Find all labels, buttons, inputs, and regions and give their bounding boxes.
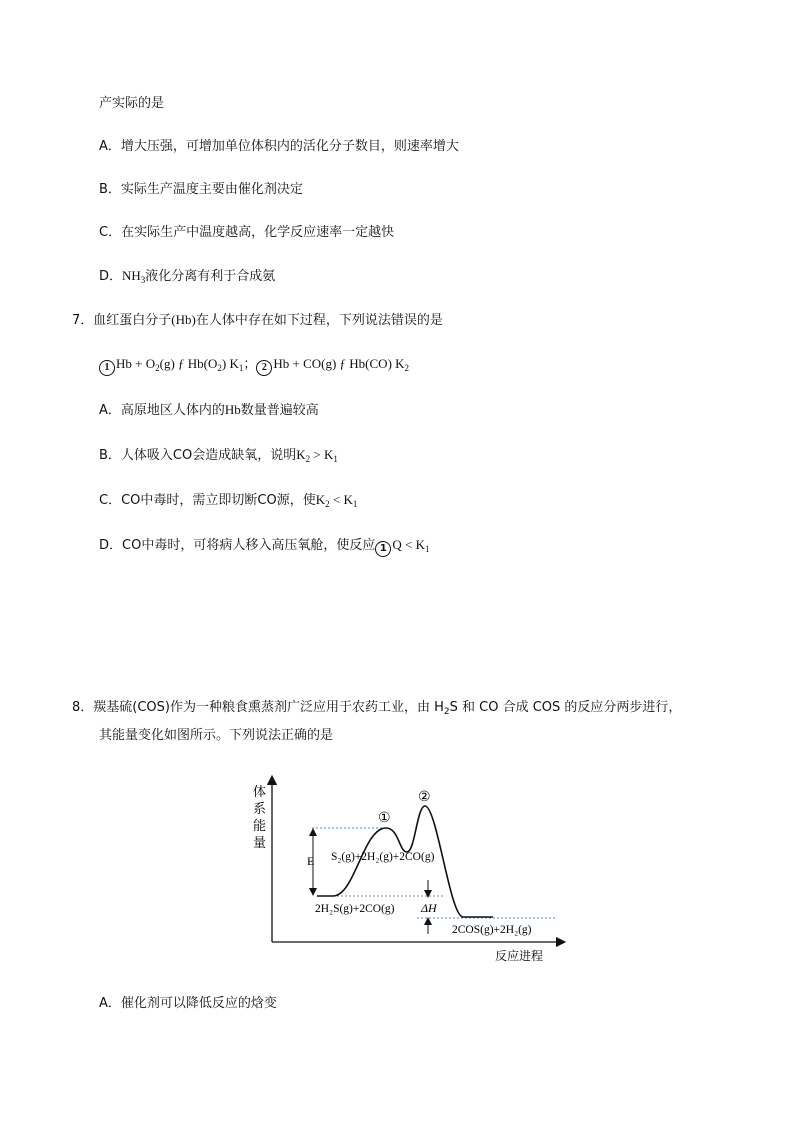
reactants-label: 2H₂S(g)+2CO(g)	[315, 903, 395, 915]
q6-option-a[interactable]: A．增大压强，可增加单位体积内的活化分子数目，则速率增大	[99, 139, 459, 154]
y-axis-label-4: 量	[253, 835, 267, 850]
q7-stem: 7．血红蛋白分子(Hb)在人体中存在如下过程，下列说法错误的是	[72, 312, 443, 328]
x-axis-label: 反应进程	[495, 949, 544, 963]
q6-option-b[interactable]: B．实际生产温度主要由催化剂决定	[99, 182, 303, 197]
circle-one-icon: 1	[99, 360, 115, 376]
q7-option-a[interactable]: A．高原地区人体内的Hb数量普遍较高	[99, 402, 319, 418]
intermediate-label: S₂(g)+2H₂(g)+2CO(g)	[331, 851, 435, 863]
q7-option-b[interactable]: B．人体吸入CO会造成缺氧，说明$K_2 > K_1$	[99, 447, 338, 464]
q8-stem-line2: 其能量变化如图所示。下列说法正确的是	[99, 728, 334, 743]
e-label: E	[307, 854, 315, 868]
q6-stem-tail: 产实际的是	[99, 96, 165, 111]
q8-stem-line1: 8．羰基硫(COS)作为一种粮食熏蒸剂广泛应用于农药工业，由 $H_2S$ 和 CO 合成 COS 的反应分两步进行，	[72, 700, 682, 717]
circle-two-icon: 2	[256, 360, 272, 376]
q6-option-d-prefix: D．	[99, 269, 123, 284]
q7-reactions: 1 $Hb + O_2(g)$ ƒ $Hb(O_2)$ $K_1$； 2 Hb + CO(g) ƒ Hb(CO) $K_2$	[99, 355, 409, 377]
energy-diagram	[245, 770, 575, 970]
y-axis-label-1: 体	[253, 784, 267, 799]
q6-option-c[interactable]: C．在实际生产中温度越高，化学反应速率一定越快	[99, 225, 395, 240]
peak-1-label: ①	[378, 811, 391, 826]
q6-option-d-text: 液化分离有利于合成氨	[145, 269, 276, 284]
dh-label: ΔH	[421, 901, 437, 915]
circle-one-icon: 1	[375, 541, 391, 557]
y-axis-label-3: 能	[253, 818, 267, 833]
products-label: 2COS(g)+2H₂(g)	[452, 924, 532, 936]
q7-option-d[interactable]: D．CO中毒时，可将病人移入高压氧舱，使反应 1 $Q < K_1$	[99, 536, 429, 558]
q6-option-d[interactable]	[99, 267, 275, 289]
peak-2-label: ②	[418, 790, 431, 805]
y-axis-label-2: 系	[253, 801, 267, 816]
nh3-formula: $NH_3$	[122, 268, 146, 285]
q8-option-a[interactable]: A．催化剂可以降低反应的焓变	[99, 996, 277, 1011]
q7-option-c[interactable]: C．CO中毒时，需立即切断CO源，使$K_2 < K_1$	[99, 492, 358, 509]
